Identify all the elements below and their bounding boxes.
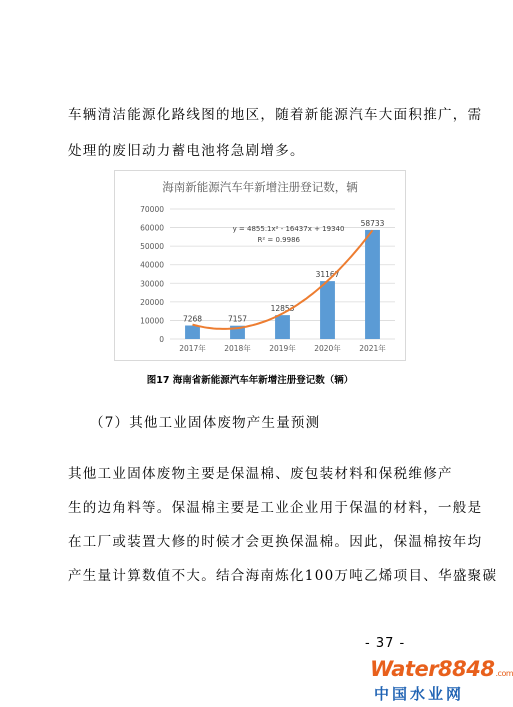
trendline [193, 230, 373, 329]
data-label: 58733 [360, 218, 385, 228]
y-tick-label: 20000 [140, 297, 164, 307]
paragraph-line: 其他工业固体废物主要是保温棉、废包装材料和保税维修产 [68, 466, 453, 482]
chart-title: 海南新能源汽车年新增注册登记数，辆 [162, 180, 358, 194]
watermark-domain: .com [495, 669, 513, 678]
watermark-logo [370, 657, 513, 703]
trendline-r2: R² = 0.9986 [257, 236, 300, 244]
bar [275, 315, 290, 339]
paragraph-line: 产生量计算数值不大。结合海南炼化100万吨乙烯项目、华盛聚碳 [68, 568, 498, 584]
watermark-brand [370, 657, 513, 681]
bar [365, 230, 380, 339]
x-tick-label: 2021年 [359, 344, 386, 353]
watermark-name: 中国水业网 [374, 685, 465, 703]
chart-container [114, 170, 406, 361]
y-tick-label: 50000 [140, 242, 164, 252]
y-tick-label: 0 [159, 335, 164, 344]
bar [185, 326, 200, 339]
x-tick-label: 2019年 [269, 344, 296, 353]
y-tick-label: 30000 [140, 279, 164, 289]
y-tick-label: 10000 [140, 316, 164, 326]
paragraph-line: 在工厂或装置大修的时候才会更换保温棉。因此，保温棉按年均 [68, 534, 483, 550]
x-tick-label: 2018年 [224, 344, 251, 353]
paragraph-line: 车辆清洁能源化路线图的地区，随着新能源汽车大面积推广，需 [68, 107, 483, 123]
data-label: 7157 [227, 314, 248, 324]
page-number: - 37 - [365, 636, 406, 651]
x-tick-label: 2020年 [314, 344, 341, 353]
section-heading: （7）其他工业固体废物产生量预测 [90, 415, 321, 431]
y-tick-label: 70000 [140, 205, 164, 214]
x-tick-label: 2017年 [179, 344, 206, 353]
paragraph-line: 生的边角料等。保温棉主要是工业企业用于保温的材料，一般是 [68, 500, 483, 516]
y-tick-label: 40000 [140, 260, 164, 270]
bar-chart [115, 171, 405, 360]
data-label: 7268 [182, 314, 203, 324]
bar [320, 281, 335, 339]
trendline-equation: y = 4855.1x² - 16437x + 19340 [232, 225, 345, 233]
y-tick-label: 60000 [140, 223, 164, 233]
data-label: 12853 [270, 304, 295, 314]
paragraph-line: 处理的废旧动力蓄电池将急剧增多。 [68, 143, 305, 159]
data-label: 31167 [315, 270, 340, 280]
figure-caption: 图17 海南省新能源汽车年新增注册登记数（辆） [146, 375, 354, 386]
watermark-brand-text: Water8848 [370, 657, 495, 681]
